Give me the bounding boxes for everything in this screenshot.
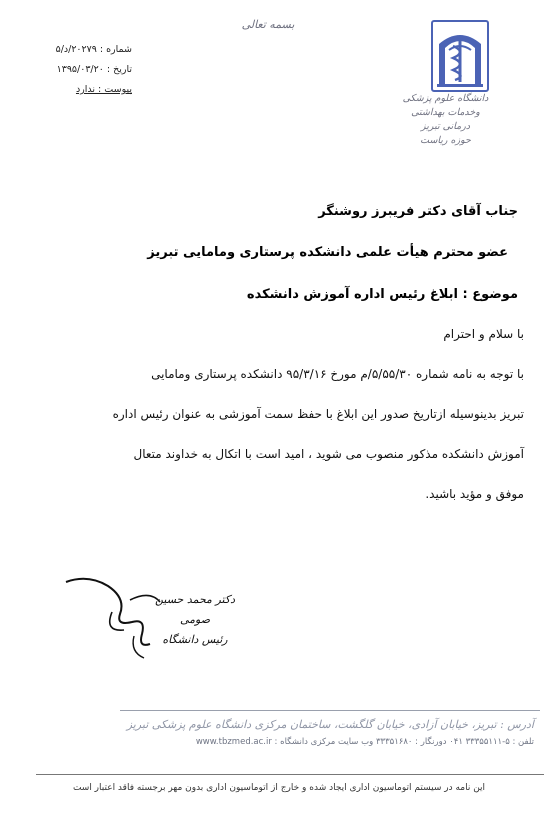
- body-line: با توجه به نامه شماره ۵/۵۵/۳۰/م مورخ ۹۵/۳/۱۶ دانشکده پرستاری ومامایی: [151, 367, 524, 381]
- letter-subject: موضوع : ابلاغ رئیس اداره آموزش دانشکده: [246, 287, 518, 302]
- university-name-line: حوزه ریاست: [420, 135, 471, 146]
- recipient-name: جناب آقای دکتر فریبرز روشنگر: [318, 204, 518, 219]
- footer-address: آدرس : تبریز، خیابان آزادی، خیابان گلگشت، ساختمان مرکزی دانشگاه علوم پزشکی تبریز: [126, 718, 534, 731]
- recipient-position: عضو محترم هیأت علمی دانشکده پرستاری ومامایی تبریز: [147, 245, 508, 260]
- footer-contact: تلفن : ۵-۳۳۳۵۵۱۱۱ ۰۴۱ دورنگار : ۳۳۳۵۱۶۸۰ وب سایت مرکزی دانشگاه : www.tbzmed.ac.ir: [195, 737, 534, 747]
- body-line: آموزش دانشکده مذکور منصوب می شوید ، امید است با اتکال به خداوند متعال: [133, 447, 524, 461]
- bismillah-heading: بسمه تعالی: [241, 18, 295, 31]
- signatory-block: [150, 590, 240, 650]
- validity-notice: این نامه در سیستم اتوماسیون اداری ایجاد شده و خارج از اتوماسیون اداری بدون مهر برجسته فاقد اعتبار است: [72, 783, 486, 793]
- university-name: [398, 92, 493, 148]
- greeting: با سلام و احترام: [443, 327, 524, 341]
- letter-date: تاریخ : ۱۳۹۵/۰۳/۲۰: [56, 64, 132, 75]
- letter-number: شماره : ۲۰۲۷۹/د/۵: [55, 44, 132, 55]
- body-line: موفق و مؤید باشید.: [425, 487, 524, 501]
- body-line: تبریز بدینوسیله ازتاریخ صدور این ابلاغ با حفظ سمت آموزشی به عنوان رئیس اداره: [112, 407, 524, 421]
- signatory-name: دکتر محمد حسین صومی: [155, 593, 235, 626]
- letter-attachment: پیوست : ندارد: [75, 84, 132, 95]
- university-name-line: دانشگاه علوم پزشکی: [402, 93, 489, 104]
- university-logo: [431, 20, 489, 92]
- signatory-title: رئیس دانشگاه: [162, 633, 228, 646]
- footer-divider: [120, 710, 540, 711]
- letter-meta: [20, 40, 132, 100]
- university-name-line: وخدمات بهداشتی درمانی تبریز: [411, 107, 480, 132]
- notice-divider: [36, 774, 544, 775]
